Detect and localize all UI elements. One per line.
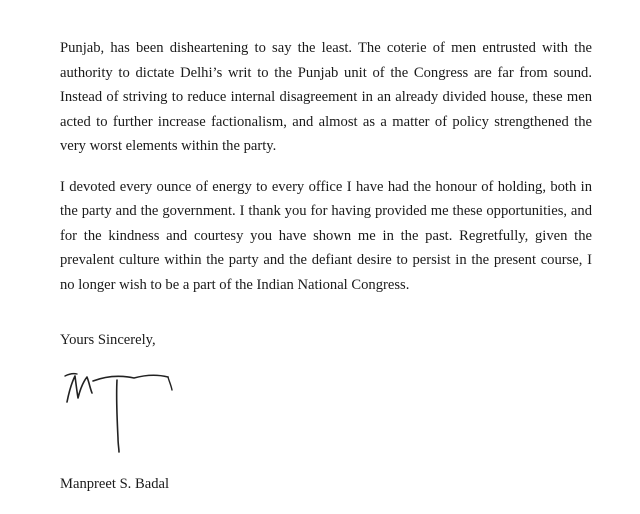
paragraph-resignation: I devoted every ounce of energy to every office I have had the honour of holding, both in the party and the government. I thank you for having provided me these opportunities, and for the kindness and courtesy you have shown me in the past. Regretfully, given the prevalent culture within the party and the defiant desire to persist in the present course, I no longer wish to be a part of the Indian National Congress. <box>60 178 592 293</box>
signatory-name: Manpreet S. Badal <box>60 476 170 492</box>
letter-body <box>60 36 592 297</box>
signature-stroke-stem <box>117 380 119 452</box>
signature-stroke-initial <box>67 376 92 402</box>
signature-graphic <box>60 362 200 462</box>
signature-stroke-flourish <box>168 377 172 390</box>
signature-stroke-main-bar <box>93 375 168 381</box>
closing-salutation: Yours Sincerely, <box>60 332 156 348</box>
handwritten-signature <box>60 362 200 462</box>
paragraph-factionalism: Punjab, has been disheartening to say the least. The coterie of men entrusted with the authority to dictate Delhi’s writ to the Punjab unit of the Congress are far from sound. Instead of striving to reduce internal disagreement in an already divided house, these men acted to further increase factionalism, and almost as a matter of policy strengthened the very worst elements within the party. <box>60 40 592 154</box>
